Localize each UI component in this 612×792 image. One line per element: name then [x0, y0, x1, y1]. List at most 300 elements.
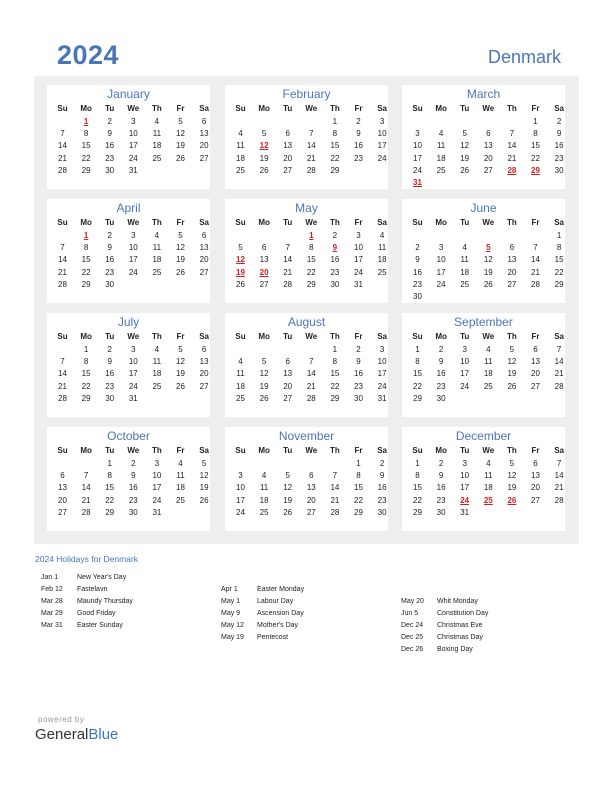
day-cell: 30 — [413, 292, 422, 301]
day-cell: 27 — [259, 279, 269, 289]
day-cell: 15 — [354, 483, 363, 493]
weekday-header: Tu — [105, 332, 115, 341]
day-cell: 8 — [356, 471, 361, 481]
month-name: August — [287, 315, 326, 329]
day-cell: 11 — [377, 243, 387, 253]
day-cell: 1 — [556, 231, 562, 240]
weekday-header: Fr — [176, 446, 185, 455]
day-cell: 10 — [128, 129, 138, 139]
holiday-day: 26 — [507, 495, 517, 505]
day-cell: 22 — [81, 381, 91, 391]
day-cell: 8 — [107, 471, 112, 481]
day-cell: 26 — [176, 381, 185, 391]
day-cell: 2 — [379, 459, 385, 468]
weekday-header: Sa — [554, 446, 564, 455]
day-cell: 26 — [236, 279, 245, 289]
weekday-header: Sa — [199, 446, 209, 455]
day-cell: 15 — [306, 255, 316, 265]
day-cell: 23 — [128, 495, 138, 505]
day-cell: 25 — [436, 165, 446, 175]
day-cell: 6 — [486, 129, 491, 139]
day-cell: 18 — [176, 483, 185, 493]
day-cell: 15 — [554, 255, 564, 265]
holiday-column — [221, 586, 304, 646]
day-cell: 3 — [131, 345, 136, 354]
day-cell: 28 — [58, 165, 67, 175]
day-cell: 11 — [484, 357, 493, 367]
holiday-name: Constitution Day — [437, 610, 489, 617]
day-cell: 4 — [486, 345, 491, 354]
day-cell: 6 — [60, 471, 65, 481]
day-cell: 10 — [128, 243, 138, 253]
day-cell: 22 — [330, 153, 340, 163]
weekday-header: Tu — [283, 104, 293, 113]
day-cell: 2 — [356, 117, 361, 126]
day-cell: 28 — [81, 507, 91, 517]
month-name: September — [454, 315, 513, 329]
day-cell: 10 — [436, 255, 446, 265]
day-cell: 25 — [236, 165, 245, 175]
day-cell: 12 — [460, 141, 470, 151]
day-cell: 21 — [58, 381, 67, 391]
day-cell: 13 — [259, 255, 269, 265]
holiday-date: Dec 24 — [401, 622, 424, 629]
day-cell: 19 — [176, 255, 185, 265]
day-cell: 19 — [199, 483, 209, 493]
day-cell: 29 — [330, 165, 340, 175]
day-cell: 13 — [531, 471, 540, 481]
day-cell: 26 — [259, 165, 269, 175]
holiday-name: Labour Day — [257, 598, 294, 605]
month-name: March — [466, 87, 501, 101]
day-cell: 2 — [131, 459, 136, 468]
day-cell: 21 — [330, 495, 340, 505]
holiday-day: 1 — [83, 231, 89, 240]
day-cell: 15 — [413, 483, 422, 493]
weekday-header: Tu — [283, 218, 293, 227]
day-cell: 6 — [285, 129, 290, 139]
day-cell: 24 — [436, 279, 446, 289]
day-cell: 23 — [354, 381, 363, 391]
holiday-day: 12 — [236, 255, 245, 265]
day-cell: 16 — [330, 255, 340, 265]
day-cell: 22 — [105, 495, 115, 505]
holiday-row — [41, 610, 133, 622]
weekday-header: Tu — [105, 446, 115, 455]
day-cell: 11 — [236, 369, 245, 379]
holiday-row — [401, 622, 488, 634]
month-name: February — [282, 87, 331, 101]
day-cell: 13 — [58, 483, 67, 493]
day-cell: 22 — [81, 153, 91, 163]
holiday-row — [401, 598, 488, 610]
weekday-header: Su — [57, 218, 68, 227]
weekday-header: Mo — [80, 218, 92, 227]
holiday-date: Mar 28 — [41, 598, 63, 605]
day-cell: 20 — [199, 141, 209, 151]
day-cell: 11 — [259, 483, 269, 493]
holiday-day: 29 — [531, 165, 540, 175]
month-november — [225, 427, 388, 531]
day-cell: 19 — [176, 369, 185, 379]
weekday-header: Mo — [435, 332, 447, 341]
day-cell: 22 — [554, 267, 564, 277]
day-cell: 21 — [58, 267, 67, 277]
day-cell: 21 — [531, 267, 540, 277]
day-cell: 4 — [462, 243, 467, 253]
day-cell: 23 — [354, 153, 363, 163]
day-cell: 20 — [199, 369, 209, 379]
day-cell: 10 — [128, 357, 138, 367]
day-cell: 8 — [83, 243, 89, 253]
weekday-header: Su — [57, 104, 68, 113]
day-cell: 14 — [554, 357, 564, 367]
holiday-day: 9 — [332, 243, 338, 253]
day-cell: 23 — [436, 495, 446, 505]
day-cell: 6 — [261, 243, 267, 253]
day-cell: 21 — [58, 153, 67, 163]
day-cell: 3 — [379, 345, 385, 354]
weekday-header: Th — [507, 218, 517, 227]
day-cell: 8 — [415, 357, 420, 367]
day-cell: 13 — [283, 369, 293, 379]
day-cell: 25 — [460, 279, 470, 289]
holiday-date: May 12 — [221, 622, 244, 629]
day-cell: 7 — [60, 357, 65, 367]
weekday-header: Tu — [283, 446, 293, 455]
day-cell: 28 — [554, 495, 564, 505]
day-cell: 7 — [285, 243, 290, 253]
weekday-header: Th — [330, 332, 340, 341]
day-cell: 5 — [285, 471, 290, 481]
day-cell: 8 — [309, 243, 314, 253]
day-cell: 9 — [438, 471, 444, 481]
day-cell: 27 — [507, 279, 517, 289]
day-cell: 4 — [261, 471, 267, 481]
day-cell: 13 — [199, 129, 209, 139]
day-cell: 13 — [199, 243, 209, 253]
day-cell: 15 — [81, 369, 91, 379]
day-cell: 20 — [58, 495, 67, 505]
day-cell: 9 — [415, 255, 420, 265]
month-june — [402, 199, 565, 303]
day-cell: 5 — [178, 231, 183, 240]
weekday-header: Tu — [460, 104, 470, 113]
weekday-header: Sa — [377, 104, 387, 113]
day-cell: 29 — [413, 507, 422, 517]
month-name: October — [107, 429, 150, 443]
day-cell: 20 — [306, 495, 316, 505]
weekday-header: We — [127, 446, 140, 455]
day-cell: 3 — [131, 231, 136, 240]
holiday-row — [41, 598, 133, 610]
day-cell: 9 — [356, 129, 361, 139]
holiday-name: Ascension Day — [257, 610, 304, 617]
day-cell: 11 — [484, 471, 493, 481]
weekday-header: Su — [235, 446, 246, 455]
day-cell: 6 — [285, 357, 290, 367]
day-cell: 30 — [105, 393, 115, 403]
day-cell: 2 — [107, 345, 112, 354]
day-cell: 30 — [105, 279, 115, 289]
holiday-day: 31 — [413, 178, 422, 187]
day-cell: 27 — [306, 507, 316, 517]
day-cell: 26 — [259, 393, 269, 403]
day-cell: 3 — [462, 345, 467, 354]
weekday-header: Th — [330, 218, 340, 227]
day-cell: 15 — [413, 369, 422, 379]
weekday-header: Fr — [176, 218, 185, 227]
weekday-header: Sa — [377, 332, 387, 341]
day-cell: 19 — [460, 153, 470, 163]
day-cell: 3 — [462, 459, 467, 468]
day-cell: 30 — [354, 393, 363, 403]
day-cell: 2 — [332, 231, 338, 240]
day-cell: 11 — [152, 129, 162, 139]
day-cell: 7 — [60, 129, 65, 139]
day-cell: 4 — [238, 357, 243, 367]
day-cell: 26 — [199, 495, 209, 505]
weekday-header: Su — [57, 446, 68, 455]
day-cell: 20 — [531, 369, 540, 379]
weekday-header: Tu — [105, 218, 115, 227]
weekday-header: Fr — [531, 218, 540, 227]
weekday-header: Fr — [176, 332, 185, 341]
day-cell: 22 — [413, 495, 422, 505]
day-cell: 23 — [330, 267, 340, 277]
day-cell: 9 — [356, 357, 361, 367]
day-cell: 1 — [83, 345, 89, 354]
day-cell: 2 — [556, 117, 562, 126]
month-february — [225, 85, 388, 189]
day-cell: 24 — [128, 267, 138, 277]
day-cell: 18 — [236, 153, 245, 163]
month-august — [225, 313, 388, 417]
weekday-header: Th — [152, 104, 162, 113]
weekday-header: We — [482, 332, 495, 341]
day-cell: 27 — [199, 267, 209, 277]
weekday-header: We — [305, 446, 318, 455]
day-cell: 19 — [507, 483, 517, 493]
day-cell: 26 — [176, 267, 185, 277]
day-cell: 15 — [81, 141, 91, 151]
holidays-title: 2024 Holidays for Denmark — [35, 554, 138, 564]
day-cell: 30 — [377, 507, 387, 517]
day-cell: 4 — [154, 117, 160, 126]
weekday-header: Mo — [258, 218, 270, 227]
weekday-header: Mo — [258, 446, 270, 455]
day-cell: 12 — [507, 471, 517, 481]
day-cell: 30 — [436, 507, 446, 517]
day-cell: 19 — [507, 369, 517, 379]
day-cell: 6 — [201, 117, 207, 126]
day-cell: 25 — [483, 381, 493, 391]
weekday-header: Sa — [554, 218, 564, 227]
day-cell: 28 — [330, 507, 340, 517]
day-cell: 8 — [415, 471, 420, 481]
day-cell: 5 — [509, 459, 515, 468]
holiday-name: Whit Monday — [437, 598, 478, 605]
day-cell: 12 — [199, 471, 209, 481]
day-cell: 3 — [356, 231, 361, 240]
day-cell: 20 — [531, 483, 540, 493]
day-cell: 13 — [507, 255, 517, 265]
day-cell: 15 — [105, 483, 115, 493]
day-cell: 17 — [128, 141, 138, 151]
holiday-date: May 19 — [221, 634, 244, 641]
day-cell: 26 — [283, 507, 293, 517]
holiday-column — [41, 574, 133, 634]
weekday-header: We — [482, 446, 495, 455]
day-cell: 16 — [105, 255, 115, 265]
page-title-year: 2024 — [57, 40, 120, 70]
holiday-date: Dec 25 — [401, 634, 424, 641]
day-cell: 19 — [283, 495, 293, 505]
weekday-header: Su — [412, 446, 423, 455]
day-cell: 15 — [531, 141, 540, 151]
day-cell: 5 — [462, 129, 467, 139]
weekday-header: Sa — [199, 332, 209, 341]
day-cell: 12 — [507, 357, 517, 367]
holiday-day: 25 — [483, 495, 493, 505]
holiday-row — [401, 646, 488, 658]
day-cell: 17 — [377, 369, 387, 379]
day-cell: 12 — [259, 369, 269, 379]
day-cell: 5 — [509, 345, 515, 354]
holiday-date: Feb 12 — [41, 586, 63, 593]
holiday-row — [41, 574, 133, 586]
weekday-header: Mo — [435, 218, 447, 227]
holiday-name: Good Friday — [77, 610, 116, 617]
day-cell: 30 — [105, 165, 115, 175]
weekday-header: Tu — [460, 446, 470, 455]
day-cell: 19 — [176, 141, 185, 151]
day-cell: 15 — [81, 255, 91, 265]
day-cell: 22 — [531, 153, 540, 163]
day-cell: 6 — [201, 231, 207, 240]
day-cell: 29 — [413, 393, 422, 403]
day-cell: 16 — [105, 369, 115, 379]
weekday-header: Sa — [554, 332, 564, 341]
month-september — [402, 313, 565, 417]
day-cell: 21 — [507, 153, 517, 163]
weekday-header: Mo — [435, 104, 447, 113]
day-cell: 29 — [81, 279, 91, 289]
day-cell: 13 — [531, 357, 540, 367]
day-cell: 24 — [460, 381, 470, 391]
weekday-header: We — [127, 104, 140, 113]
day-cell: 3 — [131, 117, 136, 126]
day-cell: 24 — [377, 153, 387, 163]
day-cell: 29 — [306, 279, 316, 289]
day-cell: 29 — [554, 279, 564, 289]
day-cell: 21 — [283, 267, 293, 277]
day-cell: 22 — [354, 495, 363, 505]
day-cell: 8 — [332, 357, 338, 367]
day-cell: 24 — [377, 381, 387, 391]
day-cell: 31 — [354, 279, 363, 289]
day-cell: 4 — [238, 129, 243, 139]
day-cell: 18 — [460, 267, 470, 277]
day-cell: 25 — [152, 381, 162, 391]
holiday-day: 1 — [309, 231, 314, 240]
day-cell: 18 — [436, 153, 446, 163]
day-cell: 14 — [58, 255, 67, 265]
day-cell: 16 — [354, 141, 363, 151]
day-cell: 11 — [152, 357, 162, 367]
day-cell: 31 — [377, 393, 387, 403]
weekday-header: Th — [330, 446, 340, 455]
weekday-header: Su — [412, 332, 423, 341]
day-cell: 5 — [201, 459, 207, 468]
holiday-day: 28 — [507, 165, 517, 175]
day-cell: 26 — [460, 165, 470, 175]
brand-logo[interactable] — [35, 726, 118, 743]
day-cell: 2 — [438, 345, 444, 354]
weekday-header: We — [482, 104, 495, 113]
day-cell: 8 — [332, 129, 338, 139]
day-cell: 17 — [460, 369, 470, 379]
day-cell: 26 — [176, 153, 185, 163]
day-cell: 16 — [105, 141, 115, 151]
day-cell: 4 — [486, 459, 491, 468]
day-cell: 17 — [460, 483, 470, 493]
brand-general-text: General — [35, 726, 89, 743]
day-cell: 1 — [107, 459, 112, 468]
day-cell: 24 — [236, 507, 245, 517]
day-cell: 29 — [354, 507, 363, 517]
day-cell: 29 — [81, 393, 91, 403]
day-cell: 17 — [436, 267, 446, 277]
day-cell: 7 — [332, 471, 338, 481]
day-cell: 28 — [306, 165, 316, 175]
day-cell: 3 — [154, 459, 160, 468]
day-cell: 11 — [236, 141, 245, 151]
day-cell: 10 — [377, 129, 387, 139]
weekday-header: Sa — [199, 104, 209, 113]
holiday-name: New Year's Day — [77, 574, 127, 581]
day-cell: 16 — [554, 141, 564, 151]
day-cell: 29 — [105, 507, 115, 517]
weekday-header: Su — [412, 218, 423, 227]
month-july — [47, 313, 210, 417]
day-cell: 2 — [107, 231, 112, 240]
day-cell: 25 — [377, 267, 387, 277]
holiday-day: 12 — [259, 141, 269, 151]
day-cell: 28 — [58, 279, 67, 289]
holiday-date: May 1 — [221, 598, 241, 605]
weekday-header: We — [305, 218, 318, 227]
day-cell: 25 — [152, 153, 162, 163]
day-cell: 19 — [483, 267, 493, 277]
day-cell: 1 — [356, 459, 361, 468]
day-cell: 9 — [556, 129, 562, 139]
weekday-header: Th — [507, 332, 517, 341]
day-cell: 22 — [330, 381, 340, 391]
day-cell: 18 — [152, 255, 162, 265]
day-cell: 12 — [176, 243, 185, 253]
weekday-header: We — [305, 332, 318, 341]
day-cell: 3 — [415, 129, 420, 139]
holiday-row — [41, 586, 133, 598]
day-cell: 5 — [238, 243, 243, 253]
holiday-day: 5 — [486, 243, 491, 253]
day-cell: 20 — [199, 255, 209, 265]
day-cell: 15 — [330, 369, 340, 379]
holiday-date: Dec 26 — [401, 646, 424, 653]
holiday-row — [41, 622, 133, 634]
weekday-header: We — [305, 104, 318, 113]
